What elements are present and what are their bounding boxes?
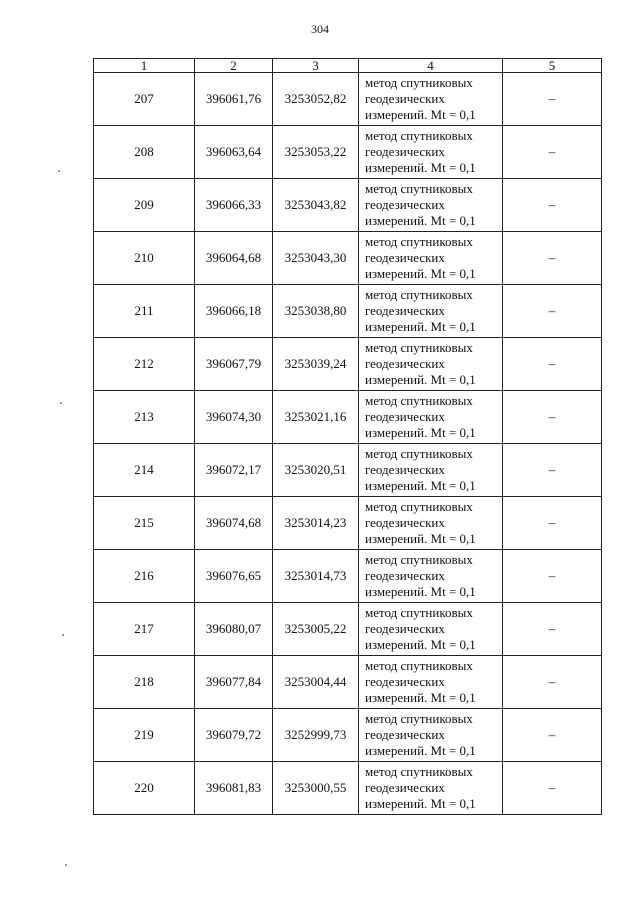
method-cell — [359, 444, 503, 497]
x-coordinate-cell: 396072,17 — [195, 444, 273, 497]
x-coordinate-cell: 396061,76 — [195, 73, 273, 126]
table-row — [94, 709, 602, 762]
x-coordinate-cell: 396066,33 — [195, 179, 273, 232]
point-number-cell: 210 — [94, 232, 195, 285]
header-cell-2: 2 — [195, 59, 273, 73]
method-cell — [359, 762, 503, 815]
point-number-cell: 211 — [94, 285, 195, 338]
method-line: геодезических — [365, 568, 445, 583]
method-line: метод спутниковых — [365, 393, 473, 408]
header-cell-4: 4 — [359, 59, 503, 73]
method-line: метод спутниковых — [365, 287, 473, 302]
method-cell — [359, 338, 503, 391]
method-line: геодезических — [365, 91, 445, 106]
method-line: геодезических — [365, 515, 445, 530]
table-row — [94, 391, 602, 444]
point-number-cell: 219 — [94, 709, 195, 762]
table-row — [94, 179, 602, 232]
x-coordinate-cell: 396077,84 — [195, 656, 273, 709]
page-number: 304 — [311, 22, 329, 36]
method-line: геодезических — [365, 197, 445, 212]
x-coordinate-cell: 396074,30 — [195, 391, 273, 444]
method-line: метод спутниковых — [365, 764, 473, 779]
point-number-cell: 213 — [94, 391, 195, 444]
method-line: измерений. Mt = 0,1 — [365, 743, 476, 758]
x-coordinate-cell: 396066,18 — [195, 285, 273, 338]
y-coordinate-cell: 3253039,24 — [273, 338, 359, 391]
method-line: метод спутниковых — [365, 552, 473, 567]
y-coordinate-cell: 3253014,73 — [273, 550, 359, 603]
x-coordinate-cell: 396063,64 — [195, 126, 273, 179]
method-line: геодезических — [365, 250, 445, 265]
y-coordinate-cell: 3253014,23 — [273, 497, 359, 550]
method-line: геодезических — [365, 409, 445, 424]
method-line: метод спутниковых — [365, 234, 473, 249]
method-cell — [359, 126, 503, 179]
method-line: метод спутниковых — [365, 446, 473, 461]
point-number-cell: 220 — [94, 762, 195, 815]
method-line: измерений. Mt = 0,1 — [365, 266, 476, 281]
method-line: геодезических — [365, 144, 445, 159]
y-coordinate-cell: 3253021,16 — [273, 391, 359, 444]
scan-speck — [58, 170, 60, 172]
x-coordinate-cell: 396079,72 — [195, 709, 273, 762]
table-row — [94, 126, 602, 179]
method-line: геодезических — [365, 621, 445, 636]
method-line: измерений. Mt = 0,1 — [365, 796, 476, 811]
method-line: измерений. Mt = 0,1 — [365, 478, 476, 493]
method-line: метод спутниковых — [365, 128, 473, 143]
method-cell — [359, 73, 503, 126]
method-line: измерений. Mt = 0,1 — [365, 584, 476, 599]
note-cell: – — [503, 338, 602, 391]
method-cell — [359, 550, 503, 603]
method-line: измерений. Mt = 0,1 — [365, 319, 476, 334]
method-line: метод спутниковых — [365, 181, 473, 196]
method-line: метод спутниковых — [365, 658, 473, 673]
method-line: метод спутниковых — [365, 75, 473, 90]
method-line: измерений. Mt = 0,1 — [365, 637, 476, 652]
x-coordinate-cell: 396064,68 — [195, 232, 273, 285]
y-coordinate-cell: 3253000,55 — [273, 762, 359, 815]
header-cell-5: 5 — [503, 59, 602, 73]
table-row — [94, 232, 602, 285]
method-line: метод спутниковых — [365, 711, 473, 726]
method-line: метод спутниковых — [365, 605, 473, 620]
y-coordinate-cell: 3253053,22 — [273, 126, 359, 179]
point-number-cell: 212 — [94, 338, 195, 391]
method-line: геодезических — [365, 674, 445, 689]
table-row — [94, 73, 602, 126]
scan-speck — [60, 402, 62, 404]
method-line: измерений. Mt = 0,1 — [365, 372, 476, 387]
table-row — [94, 762, 602, 815]
table-row — [94, 497, 602, 550]
method-line: измерений. Mt = 0,1 — [365, 425, 476, 440]
table-row — [94, 285, 602, 338]
method-line: измерений. Mt = 0,1 — [365, 531, 476, 546]
x-coordinate-cell: 396081,83 — [195, 762, 273, 815]
y-coordinate-cell: 3253052,82 — [273, 73, 359, 126]
note-cell: – — [503, 603, 602, 656]
note-cell: – — [503, 497, 602, 550]
method-line: измерений. Mt = 0,1 — [365, 160, 476, 175]
method-line: геодезических — [365, 462, 445, 477]
note-cell: – — [503, 391, 602, 444]
method-line: измерений. Mt = 0,1 — [365, 213, 476, 228]
y-coordinate-cell: 3253005,22 — [273, 603, 359, 656]
method-cell — [359, 232, 503, 285]
scan-speck — [62, 634, 64, 636]
point-number-cell: 209 — [94, 179, 195, 232]
note-cell: – — [503, 126, 602, 179]
scan-speck — [65, 864, 67, 866]
y-coordinate-cell: 3253038,80 — [273, 285, 359, 338]
header-cell-3: 3 — [273, 59, 359, 73]
note-cell: – — [503, 232, 602, 285]
point-number-cell: 215 — [94, 497, 195, 550]
y-coordinate-cell: 3253043,82 — [273, 179, 359, 232]
method-line: измерений. Mt = 0,1 — [365, 690, 476, 705]
y-coordinate-cell: 3253004,44 — [273, 656, 359, 709]
note-cell: – — [503, 762, 602, 815]
point-number-cell: 216 — [94, 550, 195, 603]
method-cell — [359, 497, 503, 550]
note-cell: – — [503, 656, 602, 709]
method-cell — [359, 656, 503, 709]
method-line: измерений. Mt = 0,1 — [365, 107, 476, 122]
table-body — [94, 59, 602, 815]
header-cell-1: 1 — [94, 59, 195, 73]
method-cell — [359, 179, 503, 232]
point-number-cell: 217 — [94, 603, 195, 656]
method-line: геодезических — [365, 303, 445, 318]
method-line: геодезических — [365, 780, 445, 795]
table-row — [94, 550, 602, 603]
y-coordinate-cell: 3253020,51 — [273, 444, 359, 497]
method-cell — [359, 709, 503, 762]
note-cell: – — [503, 709, 602, 762]
note-cell: – — [503, 550, 602, 603]
point-number-cell: 214 — [94, 444, 195, 497]
x-coordinate-cell: 396067,79 — [195, 338, 273, 391]
y-coordinate-cell: 3253043,30 — [273, 232, 359, 285]
point-number-cell: 207 — [94, 73, 195, 126]
method-cell — [359, 391, 503, 444]
note-cell: – — [503, 73, 602, 126]
header-row — [94, 59, 602, 73]
point-number-cell: 208 — [94, 126, 195, 179]
table-row — [94, 338, 602, 391]
table-row — [94, 444, 602, 497]
x-coordinate-cell: 396076,65 — [195, 550, 273, 603]
point-number-cell: 218 — [94, 656, 195, 709]
coordinates-table — [93, 58, 602, 815]
method-line: метод спутниковых — [365, 499, 473, 514]
note-cell: – — [503, 444, 602, 497]
table-row — [94, 603, 602, 656]
table-row — [94, 656, 602, 709]
y-coordinate-cell: 3252999,73 — [273, 709, 359, 762]
method-line: метод спутниковых — [365, 340, 473, 355]
method-line: геодезических — [365, 356, 445, 371]
method-line: геодезических — [365, 727, 445, 742]
method-cell — [359, 285, 503, 338]
x-coordinate-cell: 396074,68 — [195, 497, 273, 550]
x-coordinate-cell: 396080,07 — [195, 603, 273, 656]
note-cell: – — [503, 179, 602, 232]
note-cell: – — [503, 285, 602, 338]
method-cell — [359, 603, 503, 656]
